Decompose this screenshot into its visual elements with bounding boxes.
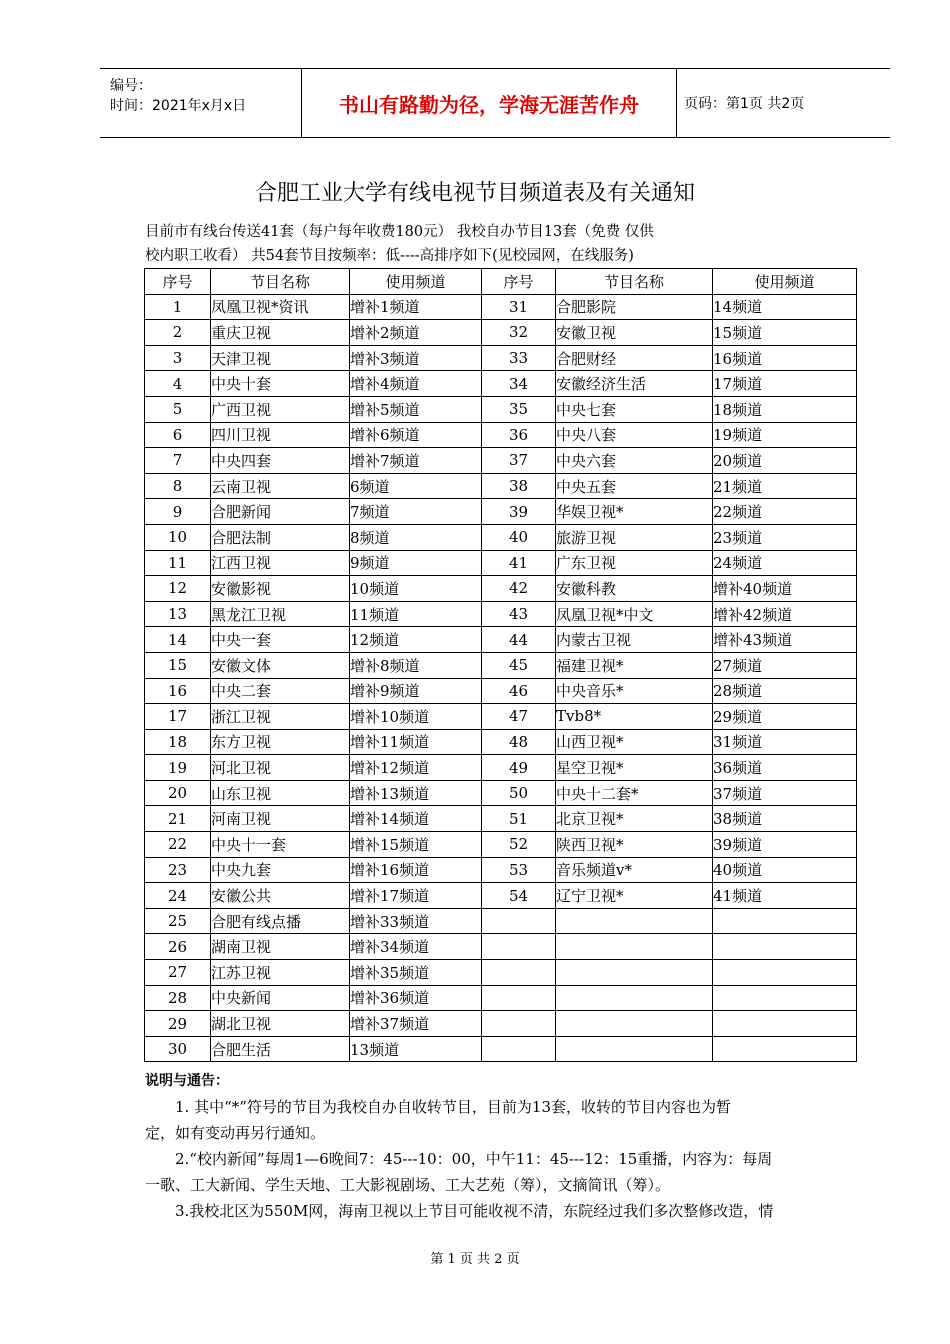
channel-cell: 增补43频道 — [713, 627, 857, 653]
program-name-cell: 山东卫视 — [211, 780, 350, 806]
table-row — [145, 473, 857, 499]
channel-cell: 增补6频道 — [350, 422, 482, 448]
row-index-cell — [482, 1011, 556, 1037]
row-index-cell: 17 — [145, 704, 211, 730]
channel-cell: 增补7频道 — [350, 448, 482, 474]
program-name-cell: 四川卫视 — [211, 422, 350, 448]
row-index-cell: 36 — [482, 422, 556, 448]
program-name-cell: 中央四套 — [211, 448, 350, 474]
program-name-cell: 中央八套 — [556, 422, 713, 448]
channel-cell: 增补36频道 — [350, 985, 482, 1011]
program-name-cell: 合肥法制 — [211, 524, 350, 550]
channel-cell: 39频道 — [713, 832, 857, 858]
header-meta — [100, 69, 301, 137]
note-1-line-1: 1. 其中“*”符号的节目为我校自办自收转节目，目前为13套，收转的节目内容也为暂 — [175, 1098, 732, 1116]
table-header-row — [145, 269, 857, 295]
program-name-cell: 合肥生活 — [211, 1036, 350, 1062]
row-index-cell: 41 — [482, 550, 556, 576]
table-row — [145, 755, 857, 781]
program-name-cell: 凤凰卫视*资讯 — [211, 294, 350, 320]
program-name-cell: 重庆卫视 — [211, 320, 350, 346]
row-index-cell: 7 — [145, 448, 211, 474]
row-index-cell: 19 — [145, 755, 211, 781]
channel-cell: 增补3频道 — [350, 345, 482, 371]
channel-cell: 增补42频道 — [713, 601, 857, 627]
row-index-cell: 47 — [482, 704, 556, 730]
row-index-cell: 1 — [145, 294, 211, 320]
table-row — [145, 422, 857, 448]
document-header — [100, 68, 890, 138]
row-index-cell: 22 — [145, 832, 211, 858]
row-index-cell: 37 — [482, 448, 556, 474]
intro-line-1: 目前市有线台传送41套（每户每年收费180元） 我校自办节目13套（免费 仅供 — [145, 224, 654, 240]
row-index-cell: 53 — [482, 857, 556, 883]
program-name-cell: 福建卫视* — [556, 652, 713, 678]
table-row — [145, 908, 857, 934]
program-name-cell — [556, 960, 713, 986]
channel-cell: 增补16频道 — [350, 857, 482, 883]
row-index-cell: 52 — [482, 832, 556, 858]
channel-cell: 增补14频道 — [350, 806, 482, 832]
table-row — [145, 678, 857, 704]
row-index-cell: 26 — [145, 934, 211, 960]
table-row — [145, 320, 857, 346]
program-name-cell: 江苏卫视 — [211, 960, 350, 986]
row-index-cell — [482, 1036, 556, 1062]
program-name-cell: 浙江卫视 — [211, 704, 350, 730]
program-name-cell: 东方卫视 — [211, 729, 350, 755]
program-name-cell: 合肥影院 — [556, 294, 713, 320]
row-index-cell — [482, 960, 556, 986]
row-index-cell: 11 — [145, 550, 211, 576]
table-row — [145, 550, 857, 576]
channel-cell: 40频道 — [713, 857, 857, 883]
program-name-cell — [556, 1036, 713, 1062]
channel-cell: 20频道 — [713, 448, 857, 474]
channel-cell: 21频道 — [713, 473, 857, 499]
intro-line-2: 校内职工收看） 共54套节目按频率：低----高排序如下(见校园网，在线服务) — [145, 248, 634, 264]
channel-cell — [713, 1036, 857, 1062]
program-name-cell: 合肥财经 — [556, 345, 713, 371]
table-row — [145, 832, 857, 858]
program-name-cell: 内蒙古卫视 — [556, 627, 713, 653]
program-name-cell: 合肥有线点播 — [211, 908, 350, 934]
table-row — [145, 704, 857, 730]
channel-cell: 增补15频道 — [350, 832, 482, 858]
channel-cell: 增补13频道 — [350, 780, 482, 806]
program-name-cell: 安徽影视 — [211, 576, 350, 602]
program-name-cell: 星空卫视* — [556, 755, 713, 781]
program-name-cell: 合肥新闻 — [211, 499, 350, 525]
program-name-cell: 安徽公共 — [211, 883, 350, 909]
table-row — [145, 627, 857, 653]
col-header-index: 序号 — [145, 269, 211, 295]
row-index-cell: 10 — [145, 524, 211, 550]
program-name-cell: 音乐频道v* — [556, 857, 713, 883]
program-name-cell: 安徽科教 — [556, 576, 713, 602]
channel-cell: 37频道 — [713, 780, 857, 806]
table-row — [145, 857, 857, 883]
table-row — [145, 396, 857, 422]
row-index-cell: 9 — [145, 499, 211, 525]
channel-cell: 15频道 — [713, 320, 857, 346]
row-index-cell: 8 — [145, 473, 211, 499]
table-row — [145, 1011, 857, 1037]
program-name-cell: 湖南卫视 — [211, 934, 350, 960]
row-index-cell: 40 — [482, 524, 556, 550]
channel-cell: 28频道 — [713, 678, 857, 704]
channel-cell — [713, 934, 857, 960]
channel-cell: 增补37频道 — [350, 1011, 482, 1037]
table-row — [145, 960, 857, 986]
channel-cell: 6频道 — [350, 473, 482, 499]
row-index-cell: 4 — [145, 371, 211, 397]
row-index-cell: 24 — [145, 883, 211, 909]
row-index-cell: 3 — [145, 345, 211, 371]
channel-cell: 23频道 — [713, 524, 857, 550]
program-name-cell: 中央七套 — [556, 396, 713, 422]
table-row — [145, 806, 857, 832]
channel-cell: 38频道 — [713, 806, 857, 832]
channel-cell: 7频道 — [350, 499, 482, 525]
channel-cell: 18频道 — [713, 396, 857, 422]
channel-cell: 36频道 — [713, 755, 857, 781]
program-name-cell: 江西卫视 — [211, 550, 350, 576]
channel-cell: 27频道 — [713, 652, 857, 678]
number-label: 编号： — [110, 78, 152, 94]
notes-section — [145, 1068, 850, 1224]
channel-cell: 8频道 — [350, 524, 482, 550]
channel-cell — [713, 1011, 857, 1037]
col-header-index: 序号 — [482, 269, 556, 295]
table-body — [145, 294, 857, 1062]
program-name-cell: 中央新闻 — [211, 985, 350, 1011]
channel-cell: 11频道 — [350, 601, 482, 627]
table-row — [145, 934, 857, 960]
channel-cell: 9频道 — [350, 550, 482, 576]
program-name-cell: 中央二套 — [211, 678, 350, 704]
note-2-line-2: 一歌、工大新闻、学生天地、工大影视剧场、工大艺苑（筹），文摘简讯（筹）。 — [145, 1176, 671, 1194]
row-index-cell: 54 — [482, 883, 556, 909]
program-name-cell: 广西卫视 — [211, 396, 350, 422]
note-3-line-1: 3.我校北区为550M网，海南卫视以上节目可能收视不清，东院经过我们多次整修改造，情 — [175, 1202, 774, 1220]
program-name-cell: 中央十套 — [211, 371, 350, 397]
program-name-cell: 北京卫视* — [556, 806, 713, 832]
note-1-line-2: 定，如有变动再另行通知。 — [145, 1124, 326, 1142]
table-row — [145, 524, 857, 550]
channel-cell: 增补33频道 — [350, 908, 482, 934]
channel-cell: 增补11频道 — [350, 729, 482, 755]
program-name-cell — [556, 1011, 713, 1037]
channel-cell — [713, 908, 857, 934]
col-header-program: 节目名称 — [556, 269, 713, 295]
table-row — [145, 448, 857, 474]
channel-cell: 增补5频道 — [350, 396, 482, 422]
row-index-cell: 16 — [145, 678, 211, 704]
program-name-cell: 中央六套 — [556, 448, 713, 474]
row-index-cell: 31 — [482, 294, 556, 320]
table-row — [145, 883, 857, 909]
channel-cell: 增补12频道 — [350, 755, 482, 781]
program-name-cell — [556, 934, 713, 960]
row-index-cell: 30 — [145, 1036, 211, 1062]
row-index-cell: 15 — [145, 652, 211, 678]
channel-cell: 增补34频道 — [350, 934, 482, 960]
page-label: 页码：第1页 共2页 — [684, 96, 805, 112]
row-index-cell: 39 — [482, 499, 556, 525]
program-name-cell: 旅游卫视 — [556, 524, 713, 550]
table-row — [145, 601, 857, 627]
program-name-cell: 黑龙江卫视 — [211, 601, 350, 627]
program-name-cell: 陕西卫视* — [556, 832, 713, 858]
program-name-cell: 天津卫视 — [211, 345, 350, 371]
row-index-cell: 43 — [482, 601, 556, 627]
table-row — [145, 729, 857, 755]
table-row — [145, 1036, 857, 1062]
program-name-cell: 安徽卫视 — [556, 320, 713, 346]
program-name-cell: 凤凰卫视*中文 — [556, 601, 713, 627]
channel-cell: 增补17频道 — [350, 883, 482, 909]
row-index-cell: 35 — [482, 396, 556, 422]
row-index-cell — [482, 985, 556, 1011]
channel-cell: 12频道 — [350, 627, 482, 653]
program-name-cell: 辽宁卫视* — [556, 883, 713, 909]
row-index-cell: 34 — [482, 371, 556, 397]
table-row — [145, 985, 857, 1011]
program-name-cell: 安徽经济生活 — [556, 371, 713, 397]
channel-cell: 41频道 — [713, 883, 857, 909]
row-index-cell: 48 — [482, 729, 556, 755]
channel-cell: 增补9频道 — [350, 678, 482, 704]
table-row — [145, 780, 857, 806]
channel-cell: 16频道 — [713, 345, 857, 371]
program-name-cell: 中央十二套* — [556, 780, 713, 806]
row-index-cell: 33 — [482, 345, 556, 371]
table-row — [145, 576, 857, 602]
program-name-cell: 广东卫视 — [556, 550, 713, 576]
notes-heading: 说明与通告： — [145, 1073, 229, 1089]
row-index-cell: 38 — [482, 473, 556, 499]
channel-cell: 10频道 — [350, 576, 482, 602]
time-label: 时间：2021年x月x日 — [110, 98, 247, 114]
channel-cell: 17频道 — [713, 371, 857, 397]
channel-cell: 29频道 — [713, 704, 857, 730]
program-name-cell: 中央十一套 — [211, 832, 350, 858]
page-footer: 第 1 页 共 2 页 — [430, 1252, 520, 1267]
row-index-cell: 21 — [145, 806, 211, 832]
channel-cell: 22频道 — [713, 499, 857, 525]
row-index-cell: 45 — [482, 652, 556, 678]
row-index-cell: 5 — [145, 396, 211, 422]
channel-cell: 增补10频道 — [350, 704, 482, 730]
row-index-cell: 27 — [145, 960, 211, 986]
program-name-cell: 河北卫视 — [211, 755, 350, 781]
row-index-cell: 49 — [482, 755, 556, 781]
program-name-cell: 安徽文体 — [211, 652, 350, 678]
program-name-cell: 湖北卫视 — [211, 1011, 350, 1037]
program-name-cell: 云南卫视 — [211, 473, 350, 499]
program-name-cell: 山西卫视* — [556, 729, 713, 755]
col-header-channel: 使用频道 — [350, 269, 482, 295]
program-name-cell — [556, 908, 713, 934]
channel-cell: 增补2频道 — [350, 320, 482, 346]
row-index-cell: 28 — [145, 985, 211, 1011]
channel-table — [144, 268, 857, 1062]
row-index-cell: 32 — [482, 320, 556, 346]
channel-cell: 增补4频道 — [350, 371, 482, 397]
channel-cell: 14频道 — [713, 294, 857, 320]
motto-text: 书山有路勤为径，学海无涯苦作舟 — [339, 92, 639, 117]
row-index-cell: 14 — [145, 627, 211, 653]
row-index-cell: 6 — [145, 422, 211, 448]
channel-cell: 24频道 — [713, 550, 857, 576]
channel-cell: 增补8频道 — [350, 652, 482, 678]
program-name-cell: 中央九套 — [211, 857, 350, 883]
header-motto — [301, 69, 677, 137]
program-name-cell — [556, 985, 713, 1011]
program-name-cell: 中央一套 — [211, 627, 350, 653]
table-row — [145, 652, 857, 678]
row-index-cell: 12 — [145, 576, 211, 602]
row-index-cell: 25 — [145, 908, 211, 934]
channel-cell: 19频道 — [713, 422, 857, 448]
row-index-cell: 29 — [145, 1011, 211, 1037]
row-index-cell — [482, 934, 556, 960]
row-index-cell: 51 — [482, 806, 556, 832]
program-name-cell: 华娱卫视* — [556, 499, 713, 525]
row-index-cell: 18 — [145, 729, 211, 755]
row-index-cell — [482, 908, 556, 934]
program-name-cell: 中央五套 — [556, 473, 713, 499]
channel-cell — [713, 960, 857, 986]
program-name-cell: Tvb8* — [556, 704, 713, 730]
row-index-cell: 44 — [482, 627, 556, 653]
program-name-cell: 河南卫视 — [211, 806, 350, 832]
channel-cell: 13频道 — [350, 1036, 482, 1062]
note-2-line-1: 2.“校内新闻”每周1—6晚间7：45---10：00，中午11：45---12：15重播，内容为：每周 — [175, 1150, 773, 1168]
channel-cell: 增补40频道 — [713, 576, 857, 602]
channel-cell — [713, 985, 857, 1011]
row-index-cell: 50 — [482, 780, 556, 806]
channel-cell: 增补1频道 — [350, 294, 482, 320]
table-row — [145, 371, 857, 397]
channel-cell: 31频道 — [713, 729, 857, 755]
row-index-cell: 23 — [145, 857, 211, 883]
row-index-cell: 20 — [145, 780, 211, 806]
table-row — [145, 294, 857, 320]
row-index-cell: 42 — [482, 576, 556, 602]
page-title: 合肥工业大学有线电视节目频道表及有关通知 — [254, 181, 695, 206]
row-index-cell: 2 — [145, 320, 211, 346]
channel-cell: 增补35频道 — [350, 960, 482, 986]
table-row — [145, 345, 857, 371]
table-row — [145, 499, 857, 525]
col-header-program: 节目名称 — [211, 269, 350, 295]
program-name-cell: 中央音乐* — [556, 678, 713, 704]
row-index-cell: 46 — [482, 678, 556, 704]
header-page — [676, 69, 890, 137]
col-header-channel: 使用频道 — [713, 269, 857, 295]
row-index-cell: 13 — [145, 601, 211, 627]
